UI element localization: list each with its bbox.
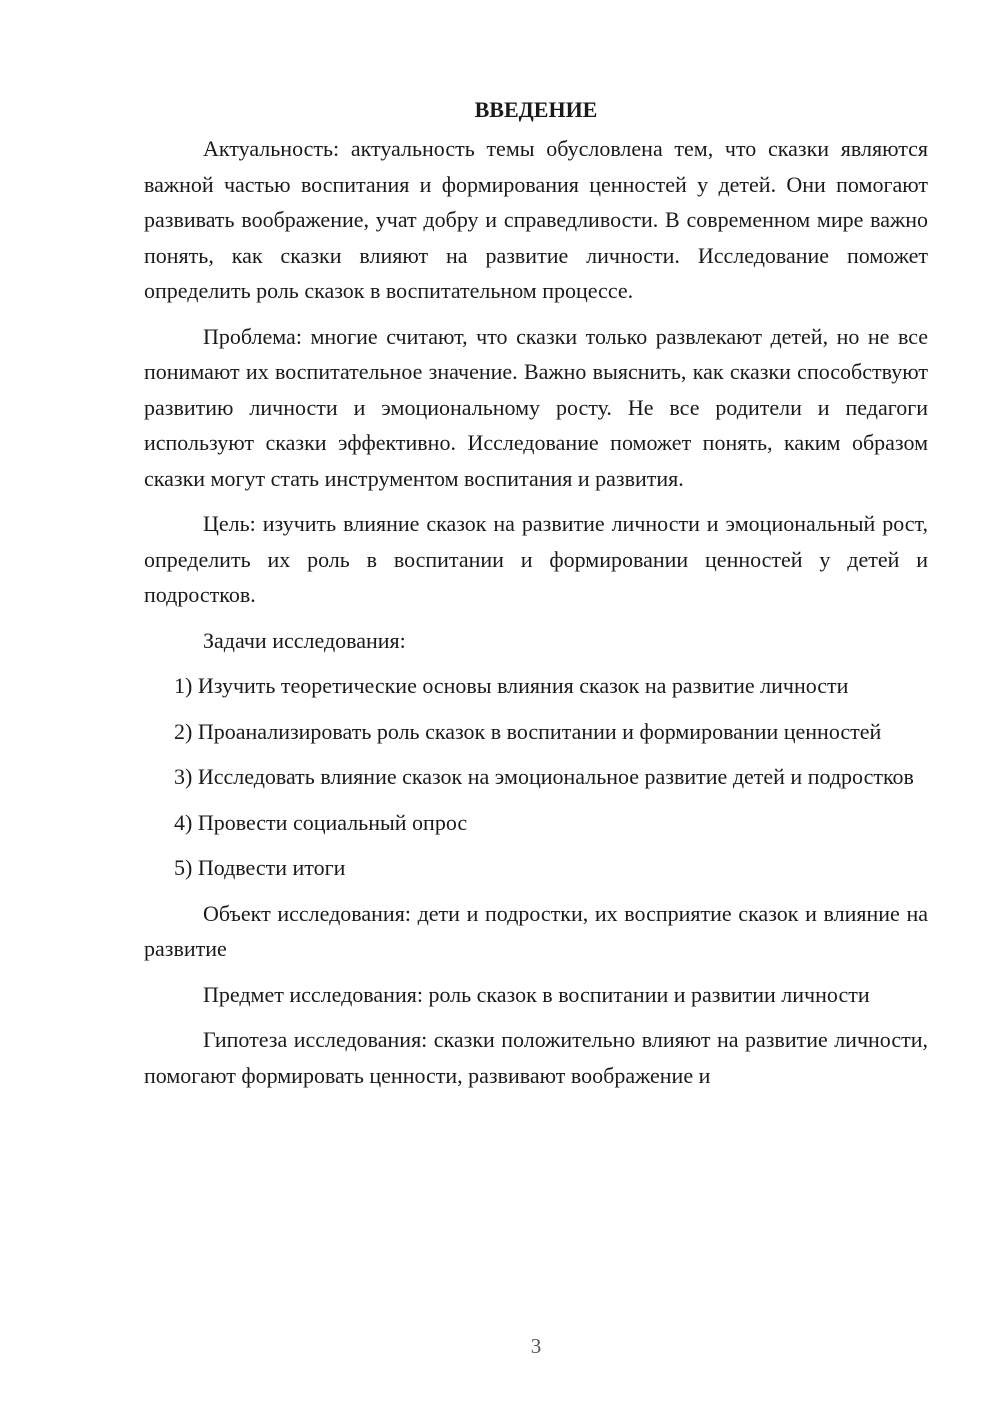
paragraph-relevance: Актуальность: актуальность темы обусловлена тем, что сказки являются важной частью воспитания и формирования ценностей у детей. Они помогают развивать воображение, учат добру и справедливости. В современном мире важно понять, как сказки влияют на развитие личности. Исследование поможет определить роль сказок в воспитательном процессе. xyxy=(144,136,928,303)
paragraph-hypothesis: Гипотеза исследования: сказки положительно влияют на развитие личности, помогают формировать ценности, развивают воображение и xyxy=(144,1027,928,1088)
paragraph-goal: Цель: изучить влияние сказок на развитие личности и эмоциональный рост, определить их роль в воспитании и формировании ценностей у детей и подростков. xyxy=(144,511,928,607)
page-number: 3 xyxy=(530,1334,542,1358)
tasks-title: Задачи исследования: xyxy=(203,627,406,653)
list-item: 2) Проанализировать роль сказок в воспитании и формировании ценностей xyxy=(174,718,882,744)
tasks-list xyxy=(144,668,928,886)
page-content xyxy=(144,92,928,1103)
paragraph-object: Объект исследования: дети и подростки, их восприятие сказок и влияние на развитие xyxy=(144,900,928,961)
page-title: ВВЕДЕНИЕ xyxy=(474,97,598,122)
paragraph-subject: Предмет исследования: роль сказок в воспитании и развитии личности xyxy=(203,981,870,1007)
list-item: 1) Изучить теоретические основы влияния сказок на развитие личности xyxy=(174,673,849,698)
list-item: 3) Исследовать влияние сказок на эмоциональное развитие детей и подростков xyxy=(174,764,914,789)
paragraph-problem: Проблема: многие считают, что сказки только развлекают детей, но не все понимают их воспитательное значение. Важно выяснить, как сказки способствуют развитию личности и эмоциональному росту. Не все родители и педагоги используют сказки эффективно. Исследование поможет понять, каким образом сказки могут стать инструментом воспитания и развития. xyxy=(144,323,928,491)
list-item: 4) Провести социальный опрос xyxy=(174,809,468,835)
list-item: 5) Подвести итоги xyxy=(174,855,346,880)
